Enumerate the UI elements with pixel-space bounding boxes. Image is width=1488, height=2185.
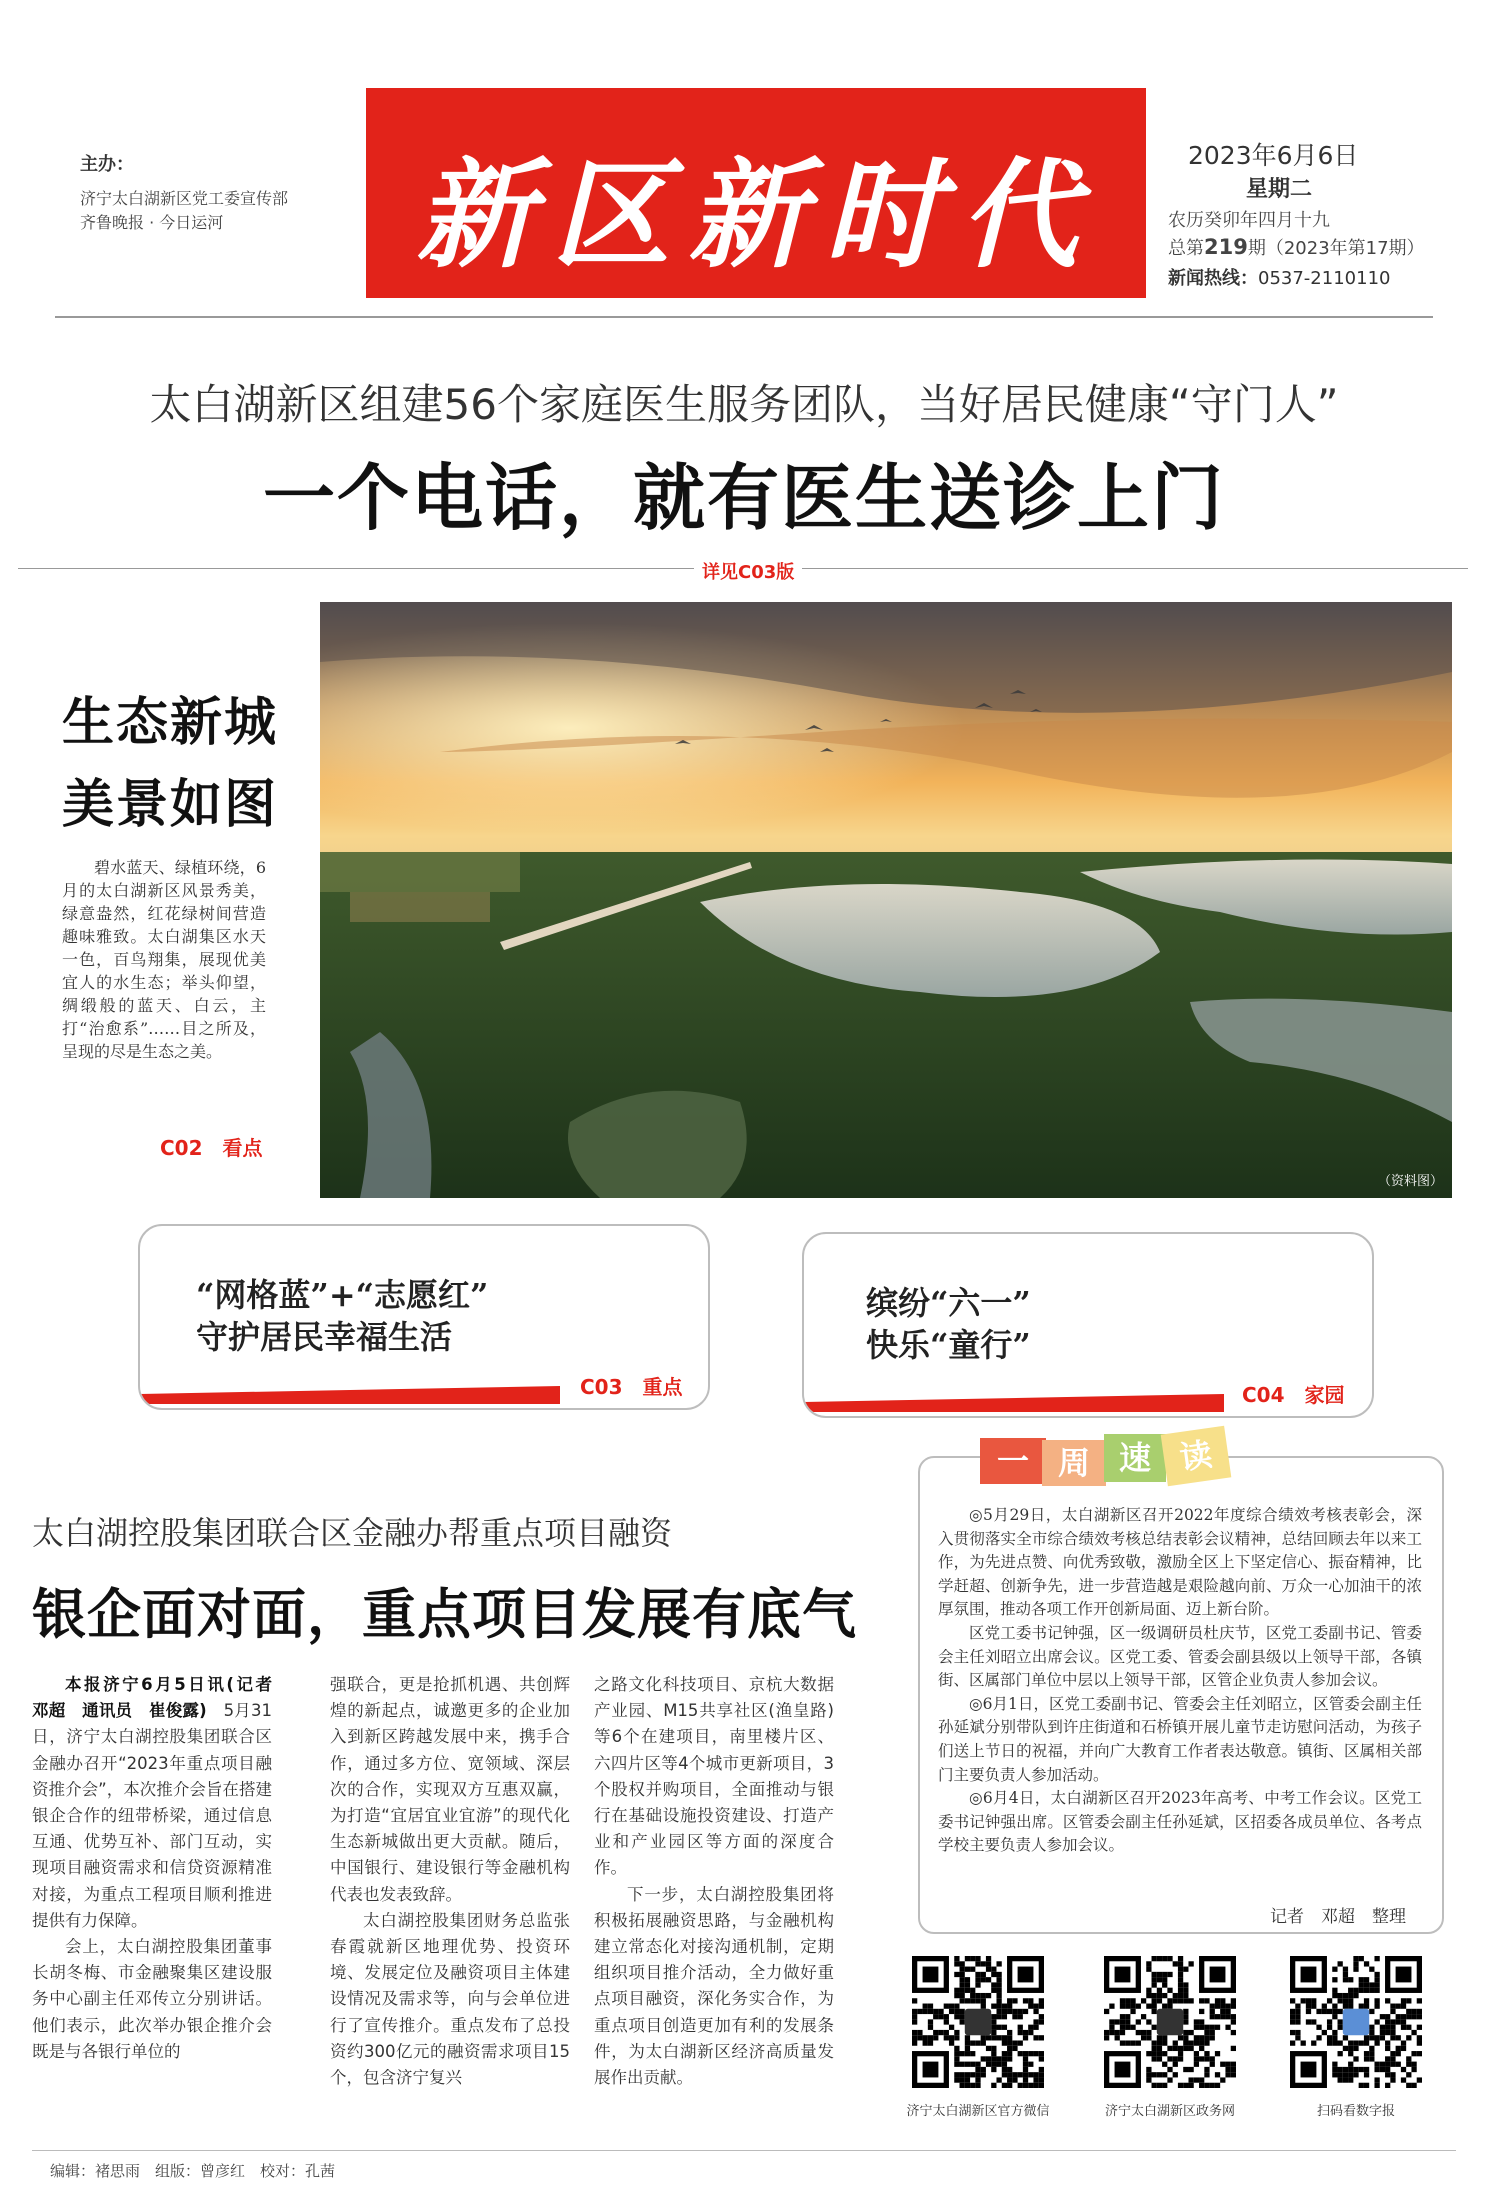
lead-kicker: 太白湖新区组建56个家庭医生服务团队，当好居民健康“守门人”	[149, 380, 1339, 429]
qr-code-wechat-icon[interactable]	[912, 1956, 1044, 2088]
feature-title: 美景如图	[62, 774, 279, 835]
weekly-digest-body	[938, 1504, 1422, 1858]
teaser-box-grid-volunteer[interactable]	[138, 1224, 710, 1410]
issue-number: 总第219期（2023年第17期）	[1168, 235, 1425, 259]
story-paragraph: 强联合，更是抢抓机遇、共创辉煌的新起点，诚邀更多的企业加入到新区跨越发展中来，携手合作，通过多方位、宽领域、深层次的合作，实现双方互惠双赢，为打造“宜居宜业宜游”的现代化生态新城做出更大贡献。随后，中国银行、建设银行等金融机构代表也发表致辞。	[330, 1675, 570, 1904]
qr-label: 济宁太白湖新区政务网	[1104, 2104, 1235, 2119]
story-paragraph: 会上，太白湖控股集团董事长胡冬梅、市金融聚集区建设服务中心副主任邓传立分别讲话。他们表示，此次举办银企推介会既是与各银行单位的	[32, 1937, 272, 2061]
badge-char: 一	[980, 1438, 1046, 1484]
footer-credits: 编辑：褚思雨 组版：曾彦红 校对：孔茜	[50, 2162, 336, 2180]
issue-date: 2023年6月6日	[1188, 141, 1359, 170]
issue-count: 219	[1204, 235, 1248, 259]
feature-title: 生态新城	[62, 692, 279, 753]
story-column-3	[594, 1672, 834, 2091]
teaser-line: 守护居民幸福生活	[196, 1318, 453, 1356]
badge-char: 读	[1161, 1426, 1232, 1486]
qr-label: 扫码看数字报	[1316, 2104, 1395, 2119]
lunar-date: 农历癸卯年四月十九	[1168, 210, 1330, 231]
digest-item: 区党工委书记钟强，区一级调研员杜庆节，区党工委副书记、管委会主任刘昭立出席会议。区党工委、管委会副县级以上领导干部，各镇街、区属部门单位中层以上领导干部，区管企业负责人参加会议。	[938, 1623, 1422, 1690]
badge-char: 速	[1104, 1434, 1166, 1482]
story-paragraph: 之路文化科技项目、京杭大数据产业园、M15共享社区(渔皇路)等6个在建项目，南里楼片区、六四片区等4个城市更新项目，3个股权并购项目，全面推动与银行在基础设施投资建设、打造产业和产业园区等方面的深度合作。	[594, 1675, 834, 1878]
news-hotline: 新闻热线：0537-2110110	[1168, 268, 1391, 289]
digest-signature: 记者 邓超 整理	[1270, 1907, 1406, 1927]
digest-item: ◎6月4日，太白湖新区召开2023年高考、中考工作会议。区党工委书记钟强出席。区管委会副主任孙延斌，区招委各成员单位、各考点学校主要负责人参加会议。	[938, 1789, 1422, 1855]
story-byline: 本报济宁6月5日讯(记者 邓超 通讯员 崔俊露)	[32, 1675, 289, 1721]
story-column-1	[32, 1672, 289, 2065]
see-more-link[interactable]: 详见C03版	[694, 558, 802, 584]
photo-credit: （资料图）	[1378, 1174, 1444, 1189]
sponsor-line: 济宁太白湖新区党工委宣传部	[80, 189, 289, 208]
landscape-photo	[320, 602, 1452, 1198]
teaser-line: “网格蓝”+“志愿红”	[196, 1276, 489, 1314]
digest-item: ◎5月29日，太白湖新区召开2022年度综合绩效考核表彰会，深入贯彻落实全市综合绩效考核总结表彰会议精神，总结回顾去年以来工作，为先进点赞、向优秀致敬，激励全区上下坚定信心、振奋精神，比学赶超、创新争先，进一步营造越是艰险越向前、万众一心加油干的浓厚氛围，推动各项工作开创新局面、迈上新台阶。	[938, 1506, 1422, 1619]
weekly-digest-badge	[980, 1430, 1232, 1488]
masthead-flag	[366, 88, 1146, 298]
teaser-box-childrens-day[interactable]	[802, 1232, 1374, 1418]
story-headline: 银企面对面，重点项目发展有底气	[32, 1582, 857, 1646]
qr-label: 济宁太白湖新区官方微信	[906, 2104, 1050, 2119]
lake-sunset-photo	[320, 602, 1452, 1198]
paper-title: 新区新时代	[415, 145, 1096, 284]
story-kicker: 太白湖控股集团联合区金融办帮重点项目融资	[32, 1514, 673, 1552]
digest-item: ◎6月1日，区党工委副书记、管委会主任刘昭立，区管委会副主任孙延斌分别带队到许庄街道和石桥镇开展儿童节走访慰问活动，为孩子们送上节日的祝福，并向广大教育工作者表达敬意。镇街、区属相关部门主要负责人参加活动。	[938, 1694, 1422, 1784]
story-paragraph: 5月31日，济宁太白湖控股集团联合区金融办召开“2023年重点项目融资推介会”，本次推介会旨在搭建银企合作的纽带桥梁，通过信息互通、优势互补、部门互动，实现项目融资需求和信贷资源精准对接，为重点工程项目顺利推进提供有力保障。	[32, 1701, 272, 1930]
qr-code-gov-site-icon[interactable]	[1104, 1956, 1236, 2088]
feature-body: 碧水蓝天、绿植环绕，6月的太白湖新区风景秀美，绿意盎然，红花绿树间营造趣味雅致。太白湖集区水天一色，百鸟翔集，展现优美宜人的水生态；举头仰望，绸缎般的蓝天、白云，主打“治愈系”……目之所及，呈现的尽是生态之美。	[62, 858, 266, 1061]
teaser-page-ref: C04 家园	[1242, 1383, 1345, 1407]
lead-headline: 一个电话，就有医生送诊上门	[262, 455, 1225, 540]
teaser-page-ref: C03 重点	[580, 1375, 683, 1399]
teaser-line: 缤纷“六一”	[866, 1284, 1031, 1322]
qr-code-digital-paper-icon[interactable]	[1290, 1956, 1422, 2088]
sponsor-label: 主办：	[80, 154, 134, 175]
footer-divider	[32, 2150, 1456, 2151]
story-column-2	[330, 1672, 570, 2091]
masthead-divider	[55, 316, 1433, 318]
teaser-line: 快乐“童行”	[866, 1326, 1031, 1364]
sponsor-line: 齐鲁晚报 · 今日运河	[80, 213, 224, 232]
badge-char: 周	[1042, 1440, 1106, 1486]
feature-page-ref[interactable]: C02 看点	[160, 1136, 263, 1160]
story-paragraph: 下一步，太白湖控股集团将积极拓展融资思路，与金融机构建立常态化对接沟通机制，定期组织项目推介活动，全力做好重点项目融资，深化务实合作，为重点项目创造更加有利的发展条件，为太白湖新区经济高质量发展作出贡献。	[594, 1884, 834, 2088]
story-paragraph: 太白湖控股集团财务总监张春霞就新区地理优势、投资环境、发展定位及融资项目主体建设情况及需求等，向与会单位进行了宣传推介。重点发布了总投资约300亿元的融资需求项目15个，包含济宁复兴	[330, 1910, 570, 2088]
weekday: 星期二	[1246, 177, 1313, 202]
